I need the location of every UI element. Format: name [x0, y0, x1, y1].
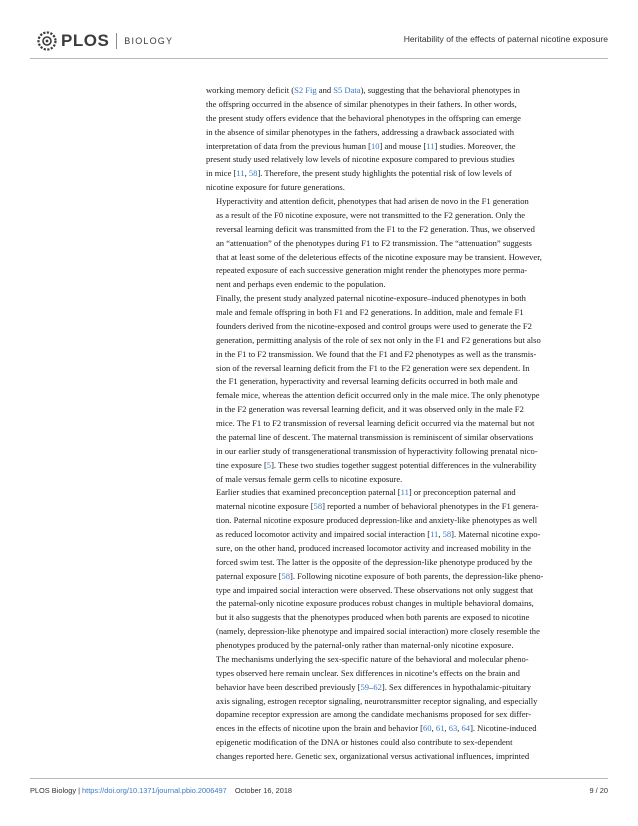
citation-link[interactable]: 62 — [373, 681, 382, 692]
page-header — [30, 22, 608, 62]
text-run: ] or preconception paternal and — [408, 487, 516, 498]
text-run: nent and perhaps even endemic to the population. — [216, 279, 386, 290]
text-line — [206, 126, 602, 140]
text-run: – — [369, 681, 374, 692]
text-line — [206, 334, 602, 348]
citation-link[interactable]: 63 — [448, 723, 458, 734]
text-line — [206, 736, 602, 750]
text-run: the F1 generation, hyperactivity and reversal learning deficits occurred in both male and — [216, 376, 518, 387]
text-run: The mechanisms underlying the sex-specific nature of the behavioral and molecular pheno- — [216, 653, 529, 664]
logo-wordmark: PLOS — [61, 31, 110, 50]
text-run: behavior have been described previously [ — [216, 681, 361, 692]
text-run: female mice, whereas the attention deficit occurred only in the male mice. The only phenotype — [216, 390, 540, 401]
text-line — [206, 653, 602, 667]
citation-link[interactable]: 60 — [423, 723, 432, 734]
citation-link[interactable]: 58 — [248, 168, 258, 179]
plos-logo-icon — [36, 30, 58, 52]
citation-link[interactable]: 11 — [236, 168, 245, 179]
text-run: Earlier studies that examined preconception paternal [ — [216, 487, 401, 498]
text-line — [206, 681, 602, 695]
text-line — [206, 306, 602, 320]
text-run: interpretation of data from the previous human [ — [206, 140, 371, 151]
text-run: the paternal-only nicotine exposure produces robust changes in multiple behavioral domains, — [216, 598, 534, 609]
text-run: ] studies. Moreover, the — [434, 140, 516, 151]
text-line — [206, 348, 602, 362]
text-run: the offspring occurred in the absence of similar phenotypes in their fathers. In other words, — [206, 98, 517, 109]
text-run: of male versus female germ cells to nicotine exposure. — [216, 473, 403, 484]
text-run: sion of the reversal learning deficit from the F1 to the F2 generation were sex dependent. In — [216, 362, 530, 373]
paragraph — [206, 292, 602, 486]
citation-link[interactable]: 5 — [266, 459, 272, 470]
text-line — [206, 403, 602, 417]
paragraph — [206, 486, 602, 653]
header-divider — [30, 58, 608, 59]
text-run: phenotypes produced by the paternal-only rather than maternal-only nicotine exposure. — [216, 640, 514, 650]
text-run: (namely, depression-like phenotype and impaired social interaction) more closely resemble the — [216, 626, 540, 637]
text-line — [206, 84, 602, 98]
text-run: types observed here remain unclear. Sex differences in nicotine’s effects on the brain and — [216, 667, 520, 678]
text-run: repeated exposure of each successive generation might render the phenotypes more perma- — [216, 265, 528, 276]
citation-link[interactable]: S5 Data — [333, 85, 361, 95]
text-run: ]. Sex differences in hypothalamic-pituitary — [381, 681, 532, 692]
text-run: ences in the effects of nicotine upon the brain and behavior [ — [216, 723, 424, 734]
text-run: in the F1 to F2 transmission. We found that the F1 and F2 phenotypes as well as the transmis- — [216, 348, 537, 359]
text-run: ]. Nicotine-induced — [470, 723, 537, 734]
journal-logo — [36, 30, 173, 52]
logo-journal-name: BIOLOGY — [124, 36, 174, 46]
citation-link[interactable]: 11 — [426, 140, 435, 151]
text-line — [206, 98, 602, 112]
text-line — [206, 597, 602, 611]
text-run: reversal learning deficit was transmitted from the F1 to the F2 generation. Thus, we observed — [216, 223, 535, 234]
footer-date: October 16, 2018 — [234, 786, 293, 795]
text-run: , — [244, 168, 249, 179]
citation-link[interactable]: S2 Fig — [294, 85, 317, 95]
text-run: in our earlier study of transgenerational transmission of hyperactivity following prenatal nico- — [216, 445, 538, 456]
text-line — [206, 181, 602, 195]
text-line — [206, 292, 602, 306]
text-line — [206, 667, 602, 681]
text-line — [206, 223, 602, 237]
citation-link[interactable]: 61 — [435, 723, 445, 734]
text-run: , — [431, 723, 436, 734]
text-run: in mice [ — [206, 168, 237, 179]
text-line — [206, 500, 602, 514]
text-line — [206, 695, 602, 709]
text-run: Finally, the present study analyzed paternal nicotine-exposure–induced phenotypes in both — [216, 293, 526, 304]
text-line — [206, 112, 602, 126]
text-line — [206, 264, 602, 278]
text-run: ] and mouse [ — [379, 140, 427, 151]
running-title: Heritability of the effects of paternal nicotine exposure — [403, 34, 608, 44]
text-line — [206, 514, 602, 528]
text-line — [206, 459, 602, 473]
text-run: the paternal line of descent. The maternal transmission is reminiscent of similar observations — [216, 431, 534, 442]
text-run: working memory deficit ( — [206, 85, 295, 95]
article-body — [206, 84, 602, 764]
footer-divider — [30, 778, 608, 779]
text-line — [206, 542, 602, 556]
text-run: mice. The F1 to F2 transmission of reversal learning deficit occurred via the maternal but not — [216, 418, 535, 428]
text-run: maternal nicotine exposure [ — [216, 501, 314, 512]
text-run: , — [438, 529, 443, 539]
text-run: male and female offspring in both F1 and F2 generations. In addition, male and female F1 — [216, 307, 524, 317]
text-line — [206, 625, 602, 639]
text-line — [206, 375, 602, 389]
text-run: sure, on the other hand, produced increased locomotor activity and increased mobility in the — [216, 542, 531, 553]
text-run: epigenetic modification of the DNA or histones could also contribute to sex-dependent — [216, 737, 513, 748]
text-run: ), suggesting that the behavioral phenotypes in — [360, 85, 520, 95]
citation-link[interactable]: 58 — [442, 529, 452, 539]
text-line — [206, 473, 602, 487]
text-run: tion. Paternal nicotine exposure produced depression-like and anxiety-like phenotypes as well — [216, 515, 538, 526]
text-run: ] reported a number of behavioral phenotypes in the F1 genera- — [322, 501, 539, 512]
text-line — [206, 389, 602, 403]
text-line — [206, 750, 602, 764]
text-line — [206, 362, 602, 376]
text-run: generation, permitting analysis of the role of sex not only in the F1 and F2 generations but also — [216, 334, 541, 345]
text-line — [206, 708, 602, 722]
text-line — [206, 486, 602, 500]
footer-doi-link[interactable]: https://doi.org/10.1371/journal.pbio.2006497 — [82, 786, 227, 795]
text-line — [206, 584, 602, 598]
text-line — [206, 611, 602, 625]
citation-link[interactable]: 58 — [281, 570, 291, 581]
text-run: as reduced locomotor activity and impaired social interaction [ — [216, 529, 431, 539]
paragraph — [206, 653, 602, 764]
text-line — [206, 153, 602, 167]
page-footer — [30, 778, 608, 798]
text-run: , — [444, 723, 449, 734]
text-run: present study used relatively low levels of nicotine exposure compared to previous studies — [206, 154, 515, 165]
text-line — [206, 528, 602, 542]
text-line — [206, 140, 602, 154]
text-run: founders derived from the nicotine-exposed and control groups were used to generate the F2 — [216, 320, 532, 331]
text-line — [206, 251, 602, 265]
text-run: the present study offers evidence that the behavioral phenotypes in the offspring can emerge — [206, 112, 521, 123]
text-run: in the absence of similar phenotypes in the fathers, addressing a drawback associated with — [206, 126, 515, 137]
text-run: and — [316, 85, 334, 95]
paragraph — [206, 84, 602, 195]
citation-link[interactable]: 11 — [430, 529, 439, 539]
text-run: as a result of the F0 nicotine exposure, were not transmitted to the F2 generation. Only the — [216, 209, 526, 220]
text-line — [206, 570, 602, 584]
text-line — [206, 278, 602, 292]
text-run: forced swim test. The latter is the opposite of the depression-like phenotype produced by the — [216, 556, 533, 567]
citation-link[interactable]: 59 — [360, 681, 370, 692]
text-line — [206, 195, 602, 209]
text-run: ]. Therefore, the present study highlights the potential risk of low levels of — [257, 168, 512, 179]
text-run: paternal exposure [ — [216, 570, 282, 581]
text-run: tine exposure [ — [216, 459, 267, 470]
text-run: , — [457, 723, 462, 734]
text-run: ]. Maternal nicotine expo- — [451, 529, 541, 539]
text-run: ]. Following nicotine exposure of both parents, the depression-like pheno- — [290, 570, 544, 581]
text-run: in the F2 generation was reversal learning deficit, and it was observed only in the male F2 — [216, 404, 524, 415]
citation-link[interactable]: 11 — [400, 487, 409, 498]
footer-journal: PLOS Biology | — [30, 786, 83, 795]
text-run: axis signaling, estrogen receptor signaling, neurotransmitter receptor signaling, and especially — [216, 695, 538, 706]
text-run: Hyperactivity and attention deficit, phenotypes that had arisen de novo in the F1 generation — [216, 196, 529, 206]
text-line — [206, 445, 602, 459]
text-line — [206, 237, 602, 251]
citation-link[interactable]: 58 — [313, 501, 323, 512]
logo-divider — [116, 33, 117, 49]
text-line — [206, 417, 602, 431]
citation-link[interactable]: 64 — [461, 723, 471, 734]
text-run: nicotine exposure for future generations. — [206, 182, 345, 193]
text-run: dopamine receptor expression are among the candidate mechanisms proposed for sex differ- — [216, 709, 532, 720]
text-line — [206, 209, 602, 223]
text-line — [206, 556, 602, 570]
citation-link[interactable]: 10 — [370, 140, 380, 151]
text-run: ]. These two studies together suggest potential differences in the vulnerability — [271, 459, 537, 470]
page-number: 9 / 20 — [589, 786, 608, 795]
text-line — [206, 167, 602, 181]
text-line — [206, 722, 602, 736]
text-run: but it also suggests that the phenotypes produced when both parents are exposed to nicotine — [216, 612, 530, 623]
text-run: changes reported here. Genetic sex, organizational versus activational influences, imprinted — [216, 751, 530, 761]
text-run: an “attenuation” of the phenotypes during F1 to F2 transmission. The “attenuation” suggests — [216, 237, 532, 248]
text-run: type and impaired social interaction were observed. These observations not only suggest that — [216, 584, 534, 595]
footer-citation — [30, 786, 292, 795]
paragraph — [206, 195, 602, 292]
text-line — [206, 320, 602, 334]
text-run: that at least some of the deleterious effects of the nicotine exposure may be transient. However, — [216, 251, 542, 262]
text-line — [206, 431, 602, 445]
text-line — [206, 639, 602, 653]
